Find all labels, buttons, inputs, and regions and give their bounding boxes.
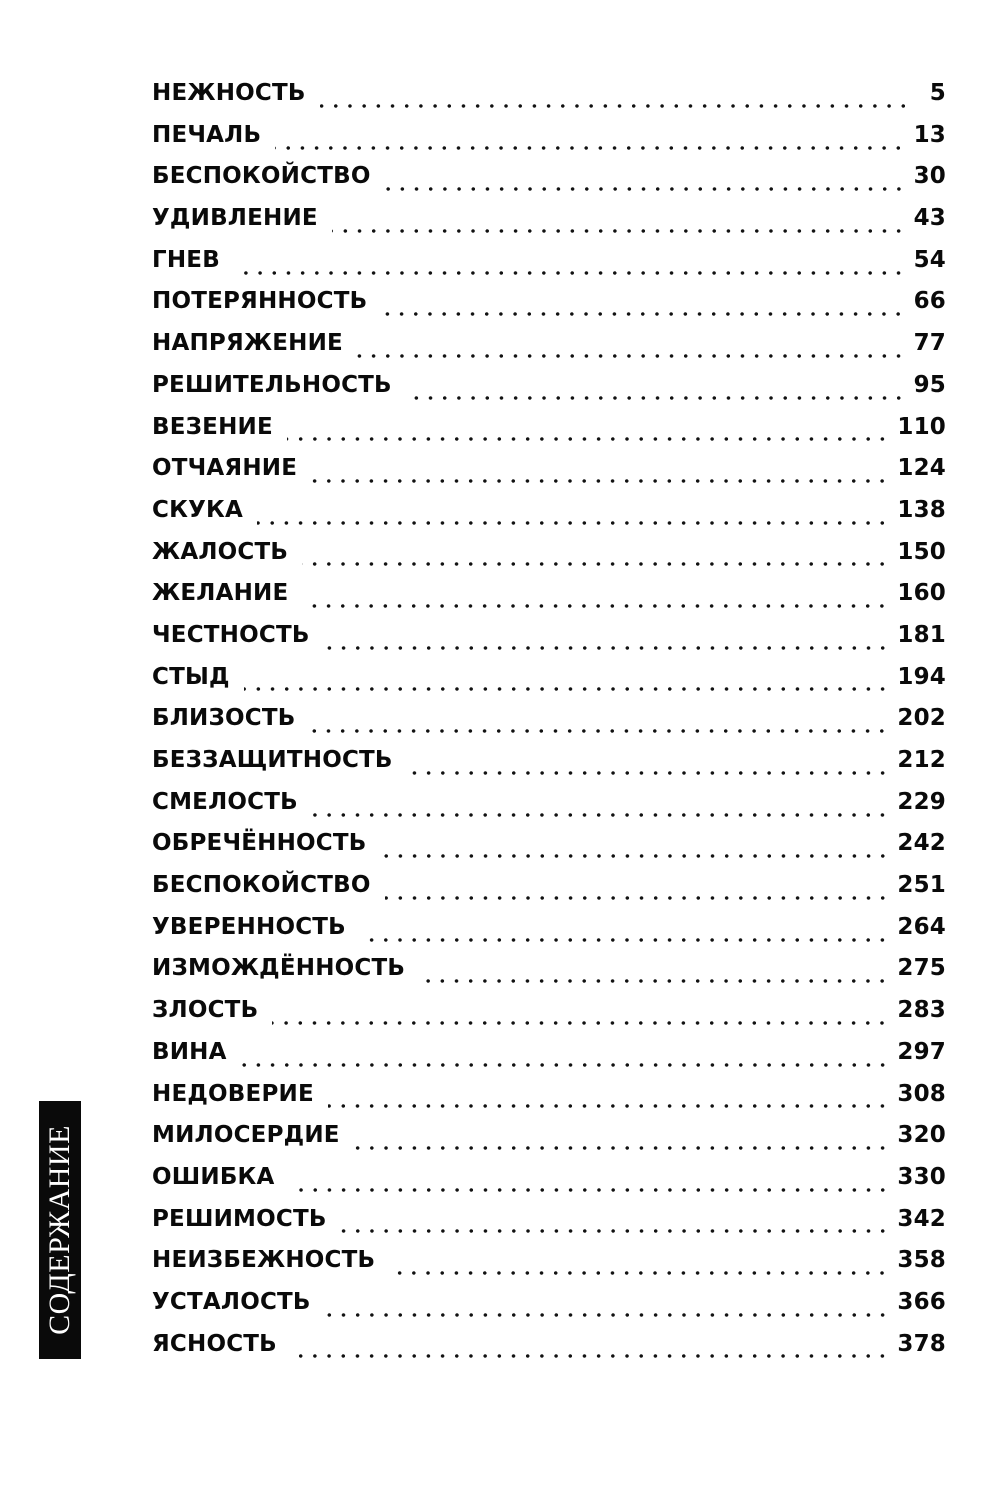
toc-entry-page: 308 [897,1080,946,1107]
toc-entry-page: 66 [913,288,946,315]
section-side-tab-label: СОДЕРЖАНИЕ [43,1125,76,1335]
dot-leader [357,352,906,360]
toc-entry-title: ГНЕВ [152,246,220,273]
toc-entry[interactable] [152,414,946,456]
dot-leader [311,477,889,485]
toc-entry-page: 264 [897,913,946,940]
toc-entry[interactable] [152,705,946,747]
toc-entry-page: 150 [897,538,946,565]
toc-entry[interactable] [152,80,946,122]
toc-entry-title: ВЕЗЕНИЕ [152,413,273,440]
dot-leader [309,727,889,735]
toc-entry-title: МИЛОСЕРДИЕ [152,1122,340,1149]
dot-leader [320,102,910,110]
toc-entry-page: 138 [897,496,946,523]
toc-entry-title: СТЫД [152,663,230,690]
toc-entry-page: 124 [897,455,946,482]
dot-leader [354,1144,890,1152]
toc-entry-title: ЗЛОСТЬ [152,997,259,1024]
dot-leader [257,519,889,527]
toc-entry-page: 110 [897,413,946,440]
toc-entry-page: 30 [913,163,946,190]
toc-entry-title: ИЗМОЖДЁННОСТЬ [152,955,406,982]
dot-leader [407,769,890,777]
dot-leader [302,602,889,610]
toc-entry-page: 181 [897,621,946,648]
toc-entry[interactable] [152,1081,946,1123]
dot-leader [341,1227,890,1235]
toc-entry-title: УДИВЛЕНИЕ [152,205,318,232]
toc-entry-title: БЕСПОКОЙСТВО [152,872,371,899]
toc-entry-page: 297 [897,1038,946,1065]
toc-entry-title: ОБРЕЧЁННОСТЬ [152,830,367,857]
toc-entry[interactable] [152,455,946,497]
toc-entry-title: ОТЧАЯНИЕ [152,455,298,482]
toc-entry[interactable] [152,622,946,664]
toc-entry-title: УСТАЛОСТЬ [152,1288,311,1315]
dot-leader [381,852,890,860]
dot-leader [289,1186,890,1194]
toc-entry-title: ЧЕСТНОСТЬ [152,621,310,648]
toc-entry-title: БЕСПОКОЙСТВО [152,163,371,190]
toc-entry[interactable] [152,830,946,872]
toc-entry[interactable] [152,747,946,789]
toc-entry[interactable] [152,163,946,205]
toc-entry-page: 251 [897,872,946,899]
toc-entry-title: РЕШИТЕЛЬНОСТЬ [152,371,392,398]
toc-entry-page: 13 [913,121,946,148]
toc-entry-page: 378 [897,1330,946,1357]
toc-entry[interactable] [152,580,946,622]
toc-entry-title: ЯСНОСТЬ [152,1330,277,1357]
dot-leader [312,811,890,819]
toc-entry[interactable] [152,1122,946,1164]
toc-entry-page: 229 [897,788,946,815]
toc-entry[interactable] [152,997,946,1039]
toc-entry-page: 283 [897,997,946,1024]
toc-entry-page: 77 [913,330,946,357]
toc-entry[interactable] [152,1247,946,1289]
toc-entry-page: 160 [897,580,946,607]
toc-entry-page: 366 [897,1288,946,1315]
toc-entry[interactable] [152,497,946,539]
toc-entry[interactable] [152,1164,946,1206]
section-side-tab [39,1101,81,1359]
toc-entry-title: ПЕЧАЛЬ [152,121,262,148]
toc-entry-title: БЛИЗОСТЬ [152,705,296,732]
dot-leader [291,1352,889,1360]
dot-leader [287,435,889,443]
toc-entry[interactable] [152,664,946,706]
toc-entry-title: ЖАЛОСТЬ [152,538,289,565]
toc-entry[interactable] [152,1039,946,1081]
toc-entry-title: БЕЗЗАЩИТНОСТЬ [152,747,393,773]
toc-entry[interactable] [152,1331,946,1373]
dot-leader [385,894,890,902]
toc-entry[interactable] [152,330,946,372]
dot-leader [332,227,906,235]
toc-entry-page: 194 [897,663,946,690]
toc-entry[interactable] [152,539,946,581]
dot-leader [244,685,890,693]
toc-entry-page: 320 [897,1122,946,1149]
dot-leader [302,560,889,568]
dot-leader [275,144,905,152]
toc-entry-page: 212 [897,747,946,773]
toc-entry[interactable] [152,955,946,997]
toc-entry[interactable] [152,872,946,914]
toc-entry-page: 5 [929,80,946,106]
toc-entry[interactable] [152,205,946,247]
table-of-contents [152,80,946,1372]
toc-entry-title: НЕИЗБЕЖНОСТЬ [152,1247,376,1274]
toc-entry-page: 342 [897,1205,946,1232]
toc-entry-page: 54 [913,246,946,273]
dot-leader [325,1311,890,1319]
toc-entry-page: 95 [913,371,946,398]
toc-entry[interactable] [152,288,946,330]
toc-entry-page: 275 [897,955,946,982]
toc-entry-page: 242 [897,830,946,857]
toc-entry[interactable] [152,247,946,289]
dot-leader [241,1061,890,1069]
toc-entry-title: СКУКА [152,496,244,523]
dot-leader [385,185,906,193]
toc-entry[interactable] [152,1289,946,1331]
dot-leader [328,1102,890,1110]
toc-entry-title: УВЕРЕННОСТЬ [152,913,346,940]
toc-entry[interactable] [152,789,946,831]
toc-entry-title: ОШИБКА [152,1163,275,1190]
toc-entry[interactable] [152,914,946,956]
dot-leader [381,310,905,318]
dot-leader [406,394,906,402]
toc-entry[interactable] [152,1206,946,1248]
toc-entry-page: 202 [897,705,946,732]
toc-entry-title: СМЕЛОСТЬ [152,788,298,815]
toc-entry-title: ПОТЕРЯННОСТЬ [152,288,368,315]
toc-entry-page: 43 [913,205,946,232]
toc-entry-title: НЕДОВЕРИЕ [152,1080,314,1107]
dot-leader [272,1019,889,1027]
toc-entry-title: НЕЖНОСТЬ [152,80,306,106]
toc-entry-page: 358 [897,1247,946,1274]
dot-leader [419,977,889,985]
toc-entry-page: 330 [897,1163,946,1190]
dot-leader [360,936,889,944]
toc-entry-title: ЖЕЛАНИЕ [152,580,289,607]
toc-entry[interactable] [152,122,946,164]
toc-entry-title: РЕШИМОСТЬ [152,1205,327,1232]
toc-entry-title: НАПРЯЖЕНИЕ [152,330,343,357]
dot-leader [389,1269,889,1277]
toc-entry-title: ВИНА [152,1038,227,1065]
dot-leader [234,269,906,277]
dot-leader [324,644,890,652]
toc-entry[interactable] [152,372,946,414]
